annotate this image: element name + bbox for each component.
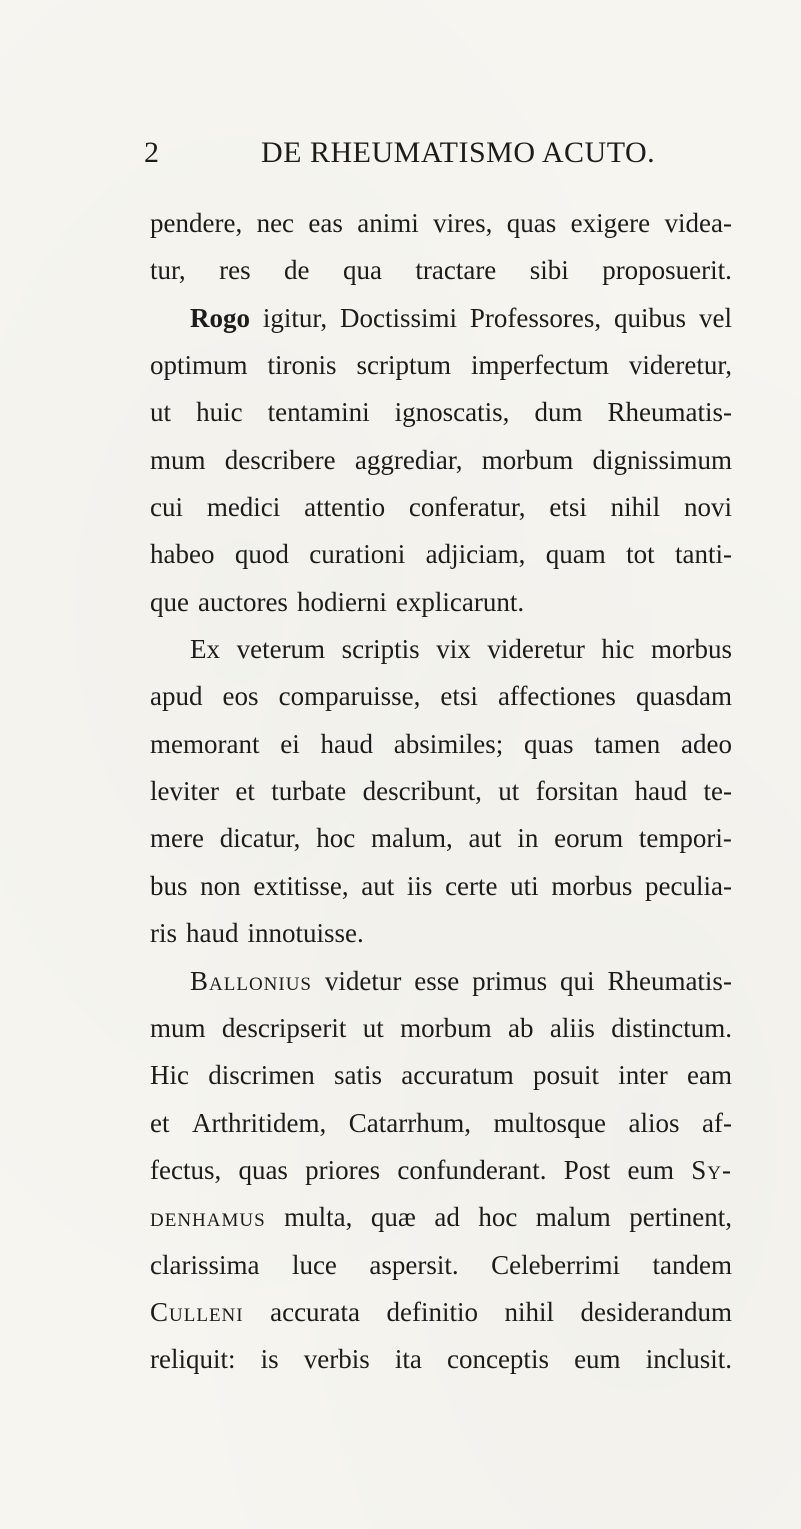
word: esse	[414, 965, 460, 996]
body-text	[150, 200, 732, 1384]
text-line	[150, 484, 732, 531]
running-head-title: DE RHEUMATISMO ACUTO.	[261, 136, 656, 169]
word: habeo	[150, 539, 215, 570]
word: clarissima	[150, 1249, 260, 1280]
word: res	[219, 255, 251, 286]
word: quas	[238, 1154, 288, 1185]
text-line	[150, 768, 732, 815]
word: mum	[150, 1012, 206, 1043]
word: morbum	[481, 444, 574, 475]
word: eorum	[554, 823, 624, 854]
word: reliquit:	[150, 1344, 236, 1375]
word: primus	[472, 965, 548, 996]
word: definitio	[386, 1296, 479, 1327]
word: nihil	[504, 1296, 555, 1327]
word: mere	[150, 823, 204, 854]
word: desiderandum	[580, 1296, 732, 1327]
word: ut	[362, 1012, 384, 1043]
text-line	[150, 1336, 732, 1383]
word: et	[150, 1107, 170, 1138]
word: sibi	[529, 255, 569, 286]
word: eum	[574, 1344, 621, 1375]
author-name: Sy-	[691, 1154, 732, 1185]
word: in	[517, 823, 539, 854]
word: priores	[305, 1154, 381, 1185]
word: tamen	[594, 728, 661, 759]
word: veterum	[236, 634, 326, 665]
text-line	[150, 1194, 732, 1241]
word: malum,	[370, 823, 453, 854]
word: scriptum	[356, 350, 451, 381]
word: comparuisse,	[278, 681, 421, 712]
word: qua	[342, 255, 382, 286]
word: morbus	[651, 634, 732, 665]
word: quasdam	[635, 681, 732, 712]
word: videretur,	[628, 350, 732, 381]
text-line	[150, 958, 732, 1005]
word: turbate	[271, 776, 347, 807]
word: eas	[308, 208, 343, 238]
word: extitisse,	[253, 870, 349, 901]
word: is	[260, 1344, 279, 1375]
word: dum	[534, 397, 583, 428]
word: ad	[434, 1202, 460, 1233]
word: uti	[510, 870, 539, 901]
word: proposuerit.	[602, 255, 732, 286]
word: hoc	[316, 823, 356, 854]
word: verbis	[303, 1344, 370, 1375]
text-line	[150, 1242, 732, 1289]
word: curationi	[309, 539, 406, 570]
word: explicarunt.	[395, 586, 525, 617]
word: haud	[634, 776, 688, 807]
word: fectus,	[150, 1154, 222, 1185]
word: igitur,	[262, 302, 328, 333]
text-line	[150, 1100, 732, 1147]
word: cui	[150, 492, 183, 523]
word: mum	[150, 444, 206, 475]
word: Hic	[150, 1060, 189, 1091]
word: Catarrhum,	[348, 1107, 471, 1138]
word: Rogo	[190, 302, 250, 333]
word: accurata	[270, 1296, 361, 1327]
word: quas	[524, 728, 574, 759]
word: attentio	[304, 492, 386, 523]
word: alios	[628, 1107, 680, 1138]
word: vix	[436, 634, 471, 665]
word: nihil	[610, 492, 661, 523]
word: Post	[563, 1154, 611, 1185]
word: morbus	[551, 870, 633, 901]
word: Doctissimi	[339, 302, 457, 333]
word: conferatur,	[408, 492, 526, 523]
text-line	[150, 200, 732, 247]
word: discrimen	[208, 1060, 315, 1091]
word: posuit	[532, 1060, 599, 1091]
word: inter	[618, 1060, 668, 1091]
word: forsitan	[535, 776, 619, 807]
word: aliis	[549, 1012, 595, 1043]
word: pertinent,	[629, 1202, 732, 1233]
text-line	[150, 673, 732, 720]
word: novi	[683, 492, 732, 523]
text-line	[150, 1147, 732, 1194]
word: ut	[498, 776, 520, 807]
text-line	[150, 531, 732, 578]
word: leviter	[150, 776, 219, 807]
word: non	[200, 870, 241, 901]
word: aggrediar,	[354, 444, 463, 475]
word: tempori-	[638, 823, 732, 854]
word: auctores	[197, 586, 288, 617]
text-line	[150, 1005, 732, 1052]
word: peculia-	[645, 870, 732, 901]
word: animi	[357, 208, 419, 238]
word: describunt,	[362, 776, 482, 807]
word: dicatur,	[219, 823, 301, 854]
word: conceptis	[446, 1344, 549, 1375]
word: confunderant.	[397, 1154, 547, 1185]
text-line	[150, 721, 732, 768]
word: videretur	[487, 634, 585, 665]
running-head	[144, 133, 684, 173]
word: pendere,	[150, 208, 243, 238]
word: videtur	[324, 965, 402, 996]
word: huic	[196, 397, 243, 428]
text-line	[150, 910, 732, 957]
word: imperfectum	[470, 350, 609, 381]
text-line	[150, 1052, 732, 1099]
word: Rheumatis-	[607, 965, 732, 996]
word: inclusit.	[645, 1344, 732, 1375]
word: aspersit.	[369, 1249, 459, 1280]
word: ut	[150, 397, 172, 428]
word: hoc	[478, 1202, 518, 1233]
word: satis	[334, 1060, 383, 1091]
word: etsi	[549, 492, 587, 523]
word: Ex	[190, 634, 220, 665]
word: Celeberrimi	[491, 1249, 621, 1280]
word: nec	[256, 208, 295, 238]
text-line	[150, 342, 732, 389]
text-line	[150, 863, 732, 910]
word: tandem	[652, 1249, 732, 1280]
word: Professores,	[469, 302, 602, 333]
text-line	[150, 579, 732, 626]
word: malum	[535, 1202, 611, 1233]
word: multosque	[493, 1107, 606, 1138]
word: descripserit	[221, 1012, 347, 1043]
word: tractare	[415, 255, 497, 286]
word: tanti-	[675, 539, 732, 570]
word: tironis	[267, 350, 337, 381]
word: eum	[627, 1154, 675, 1185]
author-name: Culleni	[150, 1296, 244, 1327]
word: af-	[702, 1107, 732, 1138]
word: hodierni	[296, 586, 387, 617]
author-name: denhamus	[150, 1202, 266, 1233]
word: Arthritidem,	[192, 1107, 327, 1138]
word: accuratum	[401, 1060, 514, 1091]
word: haud	[186, 918, 239, 949]
word: quas	[506, 208, 557, 238]
text-line	[150, 247, 732, 294]
word: affectiones	[497, 681, 616, 712]
word: haud	[320, 728, 373, 759]
word: ignoscatis,	[394, 397, 510, 428]
word: luce	[291, 1249, 337, 1280]
word: vires,	[433, 208, 493, 238]
word: medici	[206, 492, 281, 523]
word: describere	[224, 444, 336, 475]
word: quod	[234, 539, 289, 570]
word: et	[235, 776, 255, 807]
word: certe	[445, 870, 498, 901]
word: qui	[560, 965, 595, 996]
word: multa,	[284, 1202, 353, 1233]
word: hic	[601, 634, 635, 665]
word: apud	[150, 681, 203, 712]
word: quibus	[614, 302, 687, 333]
text-line	[150, 389, 732, 436]
word: memorant	[150, 728, 260, 759]
word: adjiciam,	[425, 539, 526, 570]
word: etsi	[440, 681, 478, 712]
word: vel	[698, 302, 732, 333]
word: optimum	[150, 350, 248, 381]
word: quæ	[370, 1202, 416, 1233]
word: que	[150, 586, 189, 617]
word: absimiles;	[393, 728, 504, 759]
word: ei	[280, 728, 300, 759]
word: innotuisse.	[247, 918, 364, 949]
text-line	[150, 1289, 732, 1336]
word: dignissimum	[592, 444, 732, 475]
word: videa-	[664, 208, 732, 238]
word: quam	[545, 539, 606, 570]
word: adeo	[681, 728, 732, 759]
word: scriptis	[341, 634, 420, 665]
word: ita	[394, 1344, 422, 1375]
word: te-	[703, 776, 732, 807]
author-name: Ballonius	[190, 965, 312, 996]
word: distinctum.	[611, 1012, 732, 1043]
word: aut	[468, 823, 502, 854]
word: tur,	[150, 255, 186, 286]
word: iis	[406, 870, 433, 901]
word: bus	[150, 870, 188, 901]
word: de	[284, 255, 310, 286]
word: tot	[626, 539, 655, 570]
word: Rheumatis-	[607, 397, 732, 428]
word: ab	[507, 1012, 534, 1043]
word: tentamini	[267, 397, 370, 428]
text-line	[150, 295, 732, 342]
page-number: 2	[144, 136, 159, 169]
text-line	[150, 626, 732, 673]
text-line	[150, 437, 732, 484]
word: exigere	[570, 208, 651, 238]
word: aut	[361, 870, 395, 901]
word: eam	[687, 1060, 732, 1091]
word: morbum	[400, 1012, 492, 1043]
text-line	[150, 815, 732, 862]
word: ris	[150, 918, 177, 949]
word: eos	[222, 681, 259, 712]
